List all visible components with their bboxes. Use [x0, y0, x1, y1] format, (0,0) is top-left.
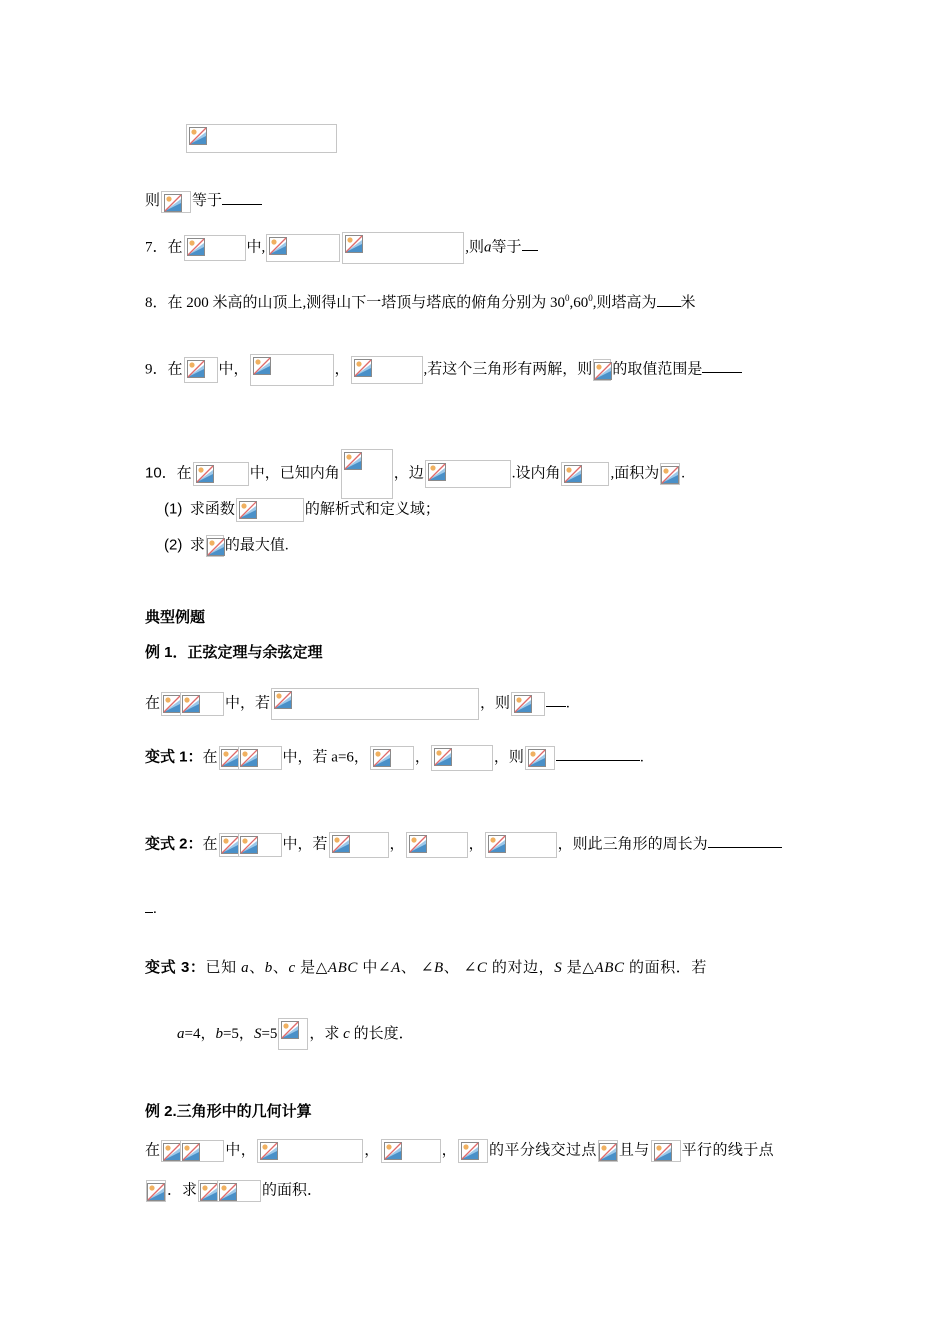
- text: 中∠: [358, 960, 392, 976]
- text: .: [639, 749, 644, 766]
- broken-image-icon: [164, 194, 182, 212]
- text: ，: [441, 1142, 458, 1159]
- answer-blank: [522, 236, 538, 251]
- text: 在: [202, 836, 218, 853]
- text: 的面积．: [262, 1182, 323, 1199]
- variant-1: [145, 745, 644, 771]
- text: ,60: [569, 295, 589, 311]
- broken-image-icon: [384, 1142, 402, 1160]
- formula-image: [511, 692, 545, 716]
- broken-image-icon: [187, 238, 205, 256]
- text: ，则: [493, 749, 524, 766]
- formula-image: [180, 692, 224, 716]
- variable: a: [177, 1026, 185, 1042]
- formula-image: [206, 535, 224, 557]
- question-8: [145, 288, 696, 313]
- formula-image: [342, 232, 464, 264]
- text: 中，若: [225, 695, 271, 712]
- formula-image: [561, 462, 609, 486]
- variant-label: 变式 3：: [145, 959, 206, 976]
- formula-image: [660, 463, 680, 485]
- broken-image-icon: [428, 463, 446, 481]
- variable: S: [253, 1026, 262, 1042]
- formula-image: [219, 833, 239, 857]
- broken-image-icon: [488, 835, 506, 853]
- formula-image: [238, 746, 282, 770]
- text: 的解析式和定义域；: [304, 501, 440, 518]
- formula-image: [184, 235, 246, 261]
- text: 的面积．若: [624, 960, 707, 976]
- text: ，求: [309, 1026, 344, 1042]
- text: 中，若: [282, 836, 328, 853]
- variable: b: [264, 960, 273, 976]
- variable: S: [554, 960, 563, 976]
- broken-image-icon: [221, 749, 239, 767]
- answer-line: [145, 190, 262, 213]
- broken-image-icon: [196, 465, 214, 483]
- superscript: 0: [588, 293, 593, 303]
- broken-image-icon: [528, 749, 546, 767]
- broken-image-icon: [200, 1183, 218, 1201]
- text: 且与: [618, 1142, 650, 1159]
- example-2-title: 例 2.三角形中的几何计算: [145, 1103, 312, 1120]
- text: 中，: [218, 361, 249, 378]
- variant-3-line-2: [177, 1018, 414, 1050]
- answer-blank: [556, 746, 640, 761]
- broken-image-icon: [187, 360, 205, 378]
- variable: B: [434, 960, 444, 976]
- formula-image: [431, 745, 493, 771]
- formula-image: [161, 191, 191, 213]
- broken-image-icon: [434, 748, 452, 766]
- formula-image: [161, 1140, 181, 1162]
- text: 的平分线交过点: [489, 1142, 597, 1159]
- answer-blank: [657, 292, 681, 307]
- formula-image: [266, 234, 340, 262]
- broken-image-icon: [281, 1021, 299, 1039]
- text: ,则: [465, 239, 485, 256]
- text: ，: [364, 1142, 380, 1159]
- question-number: 10．在: [145, 464, 192, 482]
- text: 求函数: [189, 500, 235, 518]
- broken-image-icon: [163, 1143, 181, 1161]
- formula-image: [370, 746, 414, 770]
- part-label: (2): [164, 536, 183, 554]
- broken-image-icon: [163, 695, 181, 713]
- text: 的最大值.: [224, 537, 289, 554]
- text: ，边: [393, 464, 424, 482]
- formula-image: [458, 1139, 488, 1163]
- unit: 米: [680, 295, 696, 311]
- answer-blank: [708, 833, 782, 848]
- variable: A: [391, 960, 401, 976]
- text: ．求: [167, 1182, 198, 1199]
- formula-image: [525, 746, 555, 770]
- text: 中，若 a=6，: [282, 749, 369, 766]
- formula-image: [278, 1018, 308, 1050]
- superscript: 0: [565, 293, 570, 303]
- example-2-line-2: [145, 1180, 322, 1202]
- broken-image-icon: [594, 362, 612, 380]
- question-10-part-1: [164, 498, 440, 522]
- variable: ABC: [327, 960, 359, 976]
- formula-image: [198, 1180, 218, 1202]
- formula-image: [406, 832, 468, 858]
- broken-image-icon: [274, 691, 292, 709]
- text: .设内角: [511, 465, 561, 482]
- broken-image-icon: [221, 836, 239, 854]
- question-7: [145, 232, 538, 264]
- variable: b: [215, 1026, 223, 1042]
- broken-image-icon: [409, 835, 427, 853]
- formula-image: [238, 833, 282, 857]
- text: 的取值范围是: [612, 361, 703, 378]
- part-label: (1): [164, 500, 183, 518]
- broken-image-icon: [373, 749, 391, 767]
- variable: C: [476, 960, 488, 976]
- answer-blank: [702, 358, 742, 373]
- variable: ABC: [594, 960, 625, 976]
- broken-image-icon: [240, 749, 258, 767]
- text: .: [153, 901, 157, 917]
- text: 是△: [562, 960, 595, 976]
- text: =5，: [222, 1026, 254, 1042]
- text: 中，已知内角: [249, 464, 340, 482]
- broken-image-icon: [260, 1142, 278, 1160]
- text: ,则塔高为: [592, 295, 657, 311]
- broken-image-icon: [182, 1143, 200, 1161]
- text: ，: [334, 361, 350, 378]
- variant-label: 变式 2：: [145, 835, 203, 853]
- text: 中,: [246, 239, 266, 256]
- text: ，则此三角形的周长为: [557, 836, 708, 853]
- broken-image-icon: [514, 695, 532, 713]
- question-number: 9．在: [145, 361, 183, 378]
- text: 在: [202, 749, 218, 766]
- text: .: [681, 465, 685, 482]
- broken-image-icon: [332, 835, 350, 853]
- formula-image: [485, 832, 557, 858]
- broken-image-icon: [219, 1183, 237, 1201]
- text: 在: [145, 1142, 161, 1159]
- text: 平行的线于点: [681, 1142, 775, 1159]
- text: ,若这个三角形有两解，则: [423, 361, 593, 378]
- broken-image-icon: [345, 235, 363, 253]
- text: 等于: [491, 239, 522, 256]
- formula-image: [351, 356, 423, 384]
- broken-image-icon: [269, 237, 287, 255]
- section-title: 典型例题: [145, 609, 206, 626]
- broken-image-icon: [239, 501, 257, 519]
- formula-image: [180, 1140, 224, 1162]
- text: 则: [145, 193, 161, 209]
- text: 的长度．: [349, 1026, 414, 1042]
- broken-image-icon: [354, 359, 372, 377]
- formula-image: [217, 1180, 261, 1202]
- text: 、 ∠: [400, 960, 435, 976]
- formula-image: [651, 1140, 681, 1162]
- broken-image-icon: [661, 466, 679, 484]
- text: .: [566, 695, 570, 712]
- formula-image: [329, 832, 389, 858]
- question-number: 7．在: [145, 239, 183, 256]
- example-1: [145, 688, 570, 720]
- text: 、: [272, 960, 289, 976]
- broken-image-icon: [461, 1142, 479, 1160]
- variant-2-continuation: [145, 898, 157, 919]
- broken-image-icon: [599, 1143, 617, 1161]
- text: ，: [389, 836, 405, 853]
- text: 8．在 200 米高的山顶上,测得山下一塔顶与塔底的俯角分别为 30: [145, 295, 566, 311]
- text: ，: [414, 749, 430, 766]
- formula-image: [593, 359, 611, 381]
- variant-3: [145, 958, 707, 978]
- answer-blank: [222, 190, 262, 205]
- formula-image: [598, 1140, 618, 1162]
- text: ,面积为: [610, 465, 660, 482]
- variable: a: [484, 239, 492, 256]
- answer-blank: [145, 898, 153, 913]
- variant-label: 变式 1：: [145, 748, 203, 766]
- example-2: [145, 1139, 774, 1163]
- formula-image: [184, 357, 218, 383]
- variable: c: [343, 1026, 350, 1042]
- text: 求: [189, 536, 205, 554]
- variable: c: [288, 960, 296, 976]
- text: =4，: [184, 1026, 216, 1042]
- broken-image-icon: [147, 1183, 165, 1201]
- example-1-title: 例 1．正弦定理与余弦定理: [145, 644, 323, 661]
- text: 等于: [192, 193, 223, 209]
- text: 中，: [225, 1142, 257, 1159]
- answer-blank: [546, 692, 566, 707]
- broken-image-icon: [344, 452, 362, 470]
- text: 是△: [295, 960, 328, 976]
- text: 的对边，: [487, 960, 555, 976]
- text: 已知: [205, 960, 242, 976]
- broken-image-icon: [564, 465, 582, 483]
- broken-image-icon: [189, 127, 207, 145]
- formula-image: [381, 1139, 441, 1163]
- broken-image-icon: [182, 695, 200, 713]
- broken-image-icon: [654, 1143, 672, 1161]
- formula-image: [341, 449, 393, 499]
- formula-image: [425, 460, 511, 488]
- question-10-part-2: [164, 535, 289, 557]
- broken-image-icon: [207, 538, 225, 556]
- text: 、: [249, 960, 265, 976]
- formula-image: [186, 124, 337, 153]
- text: =5: [261, 1026, 278, 1042]
- formula-image: [271, 688, 479, 720]
- formula-image: [146, 1180, 166, 1202]
- broken-image-icon: [253, 357, 271, 375]
- formula-image: [193, 462, 249, 486]
- formula-image: [257, 1139, 363, 1163]
- question-10: [145, 449, 685, 499]
- text: 、 ∠: [443, 960, 477, 976]
- question-9: [145, 354, 742, 386]
- broken-image-icon: [240, 836, 258, 854]
- variable: a: [241, 960, 250, 976]
- formula-image: [161, 692, 181, 716]
- text: ，: [468, 836, 484, 853]
- formula-image: [250, 354, 334, 386]
- text: 在: [145, 695, 161, 712]
- formula-image: [219, 746, 239, 770]
- formula-image: [236, 498, 304, 522]
- text: ，则: [480, 695, 511, 712]
- variant-2: [145, 832, 782, 858]
